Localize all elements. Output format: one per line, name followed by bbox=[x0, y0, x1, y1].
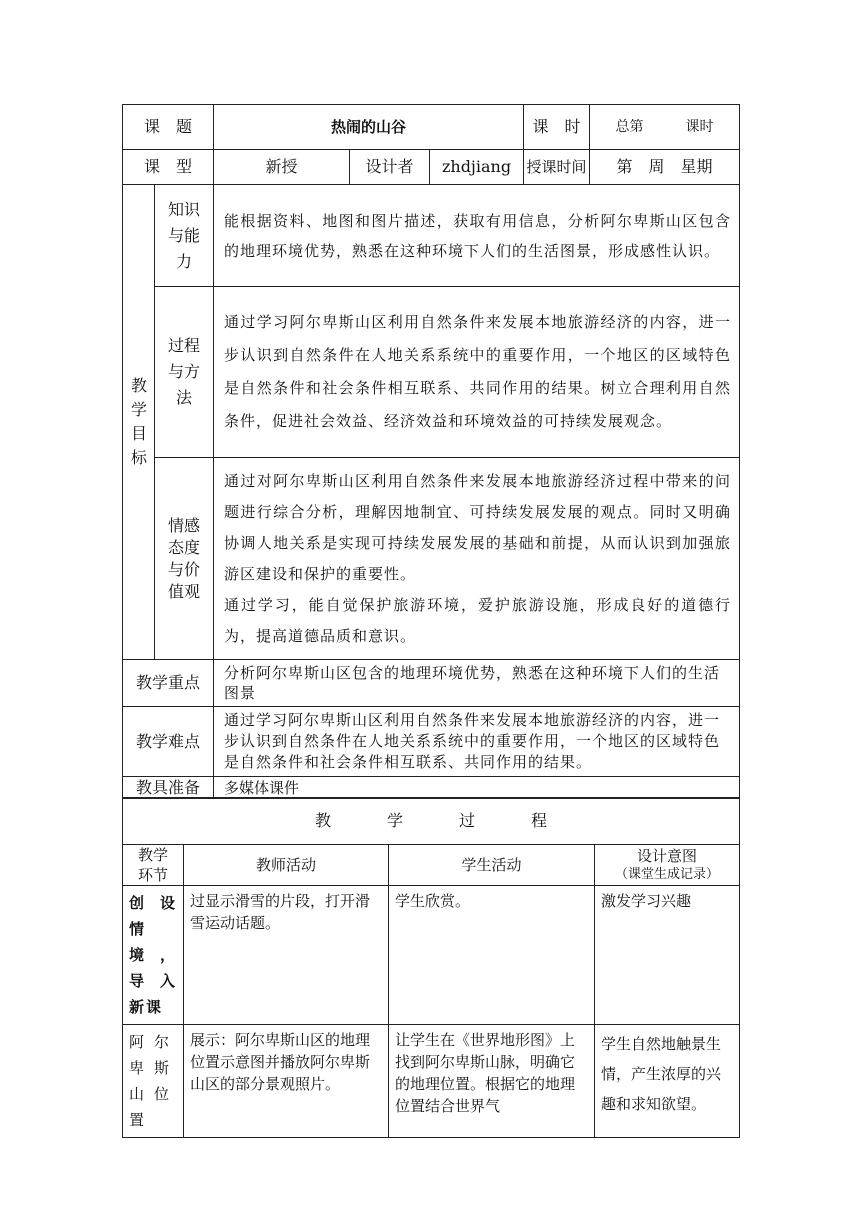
goals-group-text: 教学目标 bbox=[130, 376, 147, 467]
key-text: 分析阿尔卑斯山区包含的地理环境优势，熟悉在这种环境下人们的生活图景 bbox=[214, 660, 740, 707]
stage-cell: 阿尔卑斯山位置 bbox=[123, 1025, 184, 1138]
emotion-text-2: 通过学习，能自觉保护旅游环境，爱护旅游设施，形成良好的道德行为，提高道德品质和意识。 bbox=[224, 595, 732, 645]
col-intent-header bbox=[595, 845, 740, 886]
goals-group-label bbox=[123, 185, 155, 660]
hard-label: 教学难点 bbox=[123, 707, 214, 777]
hard-text: 通过学习阿尔卑斯山区利用自然条件来发展本地旅游经济的内容，进一步认识到自然条件在人地关系系统中的重要作用，一个地区的区域特色是自然条件和社会条件相互联系、共同作用的结果。 bbox=[214, 707, 740, 777]
process-title-char: 程 bbox=[531, 811, 548, 830]
topic-label: 课 题 bbox=[123, 105, 214, 150]
type-value: 新授 bbox=[214, 150, 350, 185]
knowledge-text: 能根据资料、地图和图片描述，获取有用信息，分析阿尔卑斯山区包含的地理环境优势，熟悉在这种环境下人们的生活图景，形成感性认识。 bbox=[214, 185, 740, 287]
teacher-cell: 过显示滑雪的片段，打开滑雪运动话题。 bbox=[184, 886, 389, 1025]
tools-label: 教具准备 bbox=[123, 777, 214, 799]
col-intent-sub: （课堂生成记录） bbox=[614, 867, 719, 882]
intent-cell: 激发学习兴趣 bbox=[595, 886, 740, 1025]
col-stage-header bbox=[123, 845, 184, 886]
process-title-char: 过 bbox=[459, 811, 476, 830]
col-student-header: 学生活动 bbox=[389, 845, 595, 886]
process-title-char: 学 bbox=[386, 811, 403, 830]
col-teacher-header: 教师活动 bbox=[184, 845, 389, 886]
col-stage-label: 教学环节 bbox=[137, 846, 168, 884]
type-label: 课 型 bbox=[123, 150, 214, 185]
student-cell: 学生欣赏。 bbox=[389, 886, 595, 1025]
intent-cell: 学生自然地触景生情，产生浓厚的兴趣和求知欲望。 bbox=[595, 1025, 740, 1138]
knowledge-label: 知识与能力 bbox=[167, 199, 200, 271]
designer-label: 设计者 bbox=[350, 150, 430, 185]
col-intent-label: 设计意图 bbox=[636, 847, 697, 865]
tools-text: 多媒体课件 bbox=[214, 777, 740, 799]
emotion-label-cell bbox=[155, 458, 214, 660]
designer-value: zhdjiang bbox=[430, 150, 524, 185]
emotion-label: 情感态度与价值观 bbox=[167, 515, 200, 601]
period-label: 课 时 bbox=[524, 105, 590, 150]
emotion-text-cell bbox=[214, 458, 740, 660]
process-title bbox=[123, 798, 740, 845]
key-label: 教学重点 bbox=[123, 660, 214, 707]
time-value: 第 周 星期 bbox=[590, 150, 740, 185]
period-value: 总第 课时 bbox=[590, 105, 740, 150]
time-label: 授课时间 bbox=[524, 150, 590, 185]
process-text: 通过学习阿尔卑斯山区利用自然条件来发展本地旅游经济的内容，进一步认识到自然条件在人地关系系统中的重要作用，一个地区的区域特色是自然条件和社会条件相互联系、共同作用的结果。树立合理利用自然条件，促进社会效益、经济效益和环境效益的可持续发展观念。 bbox=[214, 287, 740, 458]
teacher-cell: 展示：阿尔卑斯山区的地理位置示意图并播放阿尔卑斯山区的部分景观照片。 bbox=[184, 1025, 389, 1138]
process-title-char: 教 bbox=[314, 811, 331, 830]
process-label-cell bbox=[155, 287, 214, 458]
topic-value: 热闹的山谷 bbox=[214, 105, 524, 150]
table-row bbox=[123, 1025, 740, 1138]
process-table bbox=[122, 797, 740, 1138]
stage-cell: 创设情境，导入新课 bbox=[123, 886, 184, 1025]
table-row bbox=[123, 886, 740, 1025]
knowledge-label-cell bbox=[155, 185, 214, 287]
process-label: 过程与方法 bbox=[167, 336, 200, 407]
lesson-plan-table bbox=[122, 104, 740, 799]
emotion-text-1: 通过对阿尔卑斯山区利用自然条件来发展本地旅游经济过程中带来的问题进行综合分析，理解因地制宜、可持续发展发展的观点。同时又明确协调人地关系是实现可持续发展发展的基础和前提，从而认识到加强旅游区建设和保护的重要性。 bbox=[224, 471, 732, 583]
student-cell: 让学生在《世界地形图》上找到阿尔卑斯山脉，明确它的地理位置。根据它的地理位置结合世界气 bbox=[389, 1025, 595, 1138]
